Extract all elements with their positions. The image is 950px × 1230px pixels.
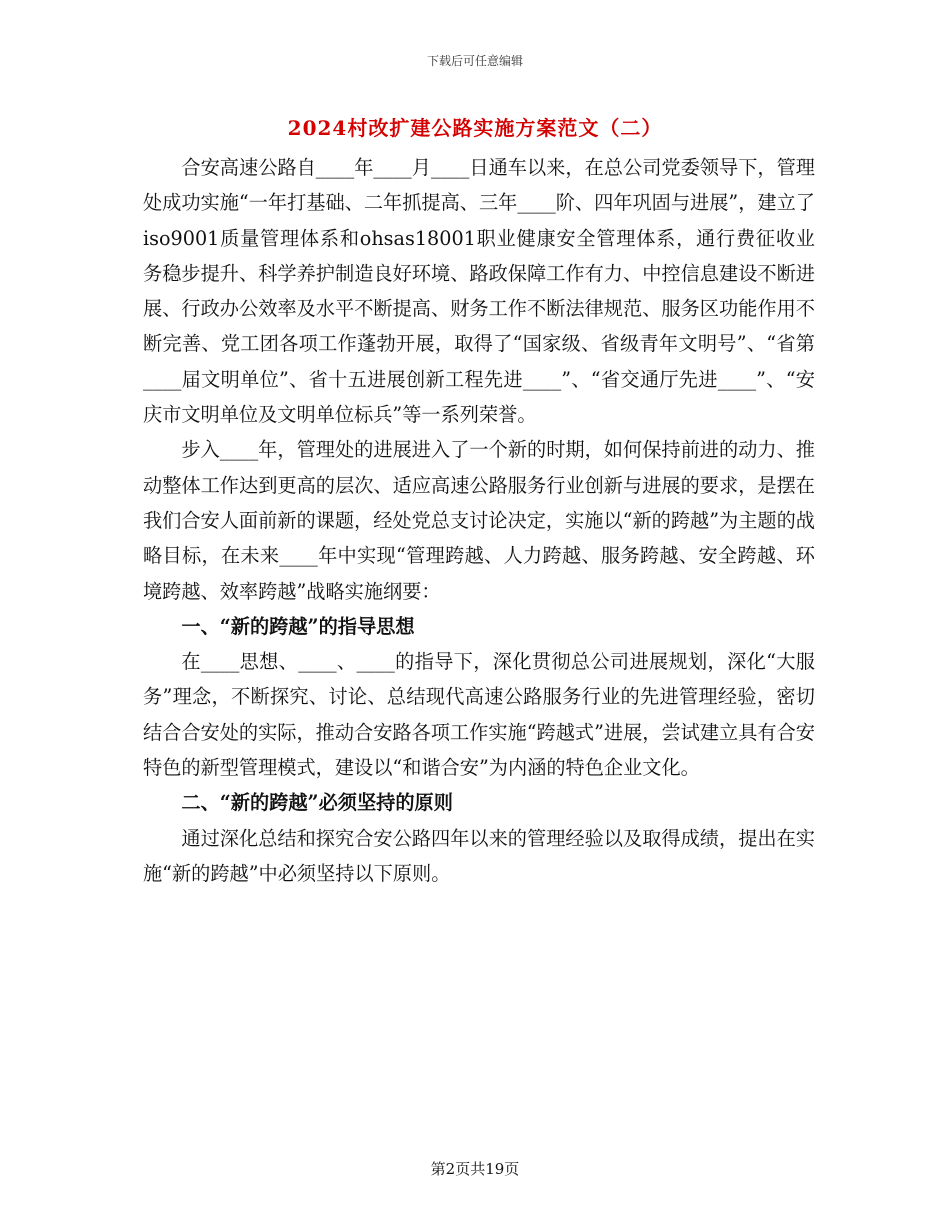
section-heading-2: 二、“新的跨越”必须坚持的原则 — [181, 791, 453, 815]
document-title: 2024村改扩建公路实施方案范文（二） — [287, 116, 663, 140]
page-number-footer: 第2页共19页 — [430, 1160, 520, 1178]
paragraph-2: 步入____年，管理处的进展进入了一个新的时期，如何保持前进的动力、推动整体工作达到更高的层次、适应高速公路服务行业创新与进展的要求，是摆在我们合安人面前新的课题，经处党总支讨论决定，实施以“新的跨越”为主题的战略目标，在未来____年中实现“管理跨越、人力跨越、服务跨越、安全跨越、环境跨越、效率跨越”战略实施纲要： — [143, 438, 815, 603]
document-body — [143, 150, 815, 891]
paragraph-4: 通过深化总结和探究合安公路四年以来的管理经验以及取得成绩，提出在实施“新的跨越”中必须坚持以下原则。 — [143, 826, 815, 885]
page-header-note: 下载后可任意编辑 — [426, 54, 523, 68]
paragraph-1: 合安高速公路自____年____月____日通车以来，在总公司党委领导下，管理处成功实施“一年打基础、二年抓提高、三年____阶、四年巩固与进展”，建立了iso9001质量管理体系和ohsas18001职业健康安全管理体系，通行费征收业务稳步提升、科学养护制造良好环境、路政保障工作有力、中控信息建设不断进展、行政办公效率及水平不断提高、财务工作不断法律规范、服务区功能作用不断完善、党工团各项工作蓬勃开展，取得了“国家级、省级青年文明号”、“省第____届文明单位”、省十五进展创新工程先进____”、“省交通厅先进____”、“安庆市文明单位及文明单位标兵”等一系列荣誉。 — [143, 156, 815, 427]
section-heading-1: 一、“新的跨越”的指导思想 — [181, 614, 415, 638]
paragraph-3: 在____思想、____、____的指导下，深化贯彻总公司进展规划，深化“大服务”理念，不断探究、讨论、总结现代高速公路服务行业的先进管理经验，密切结合合安处的实际，推动合安路各项工作实施“跨越式”进展，尝试建立具有合安特色的新型管理模式，建设以“和谐合安”为内涵的特色企业文化。 — [143, 650, 815, 780]
